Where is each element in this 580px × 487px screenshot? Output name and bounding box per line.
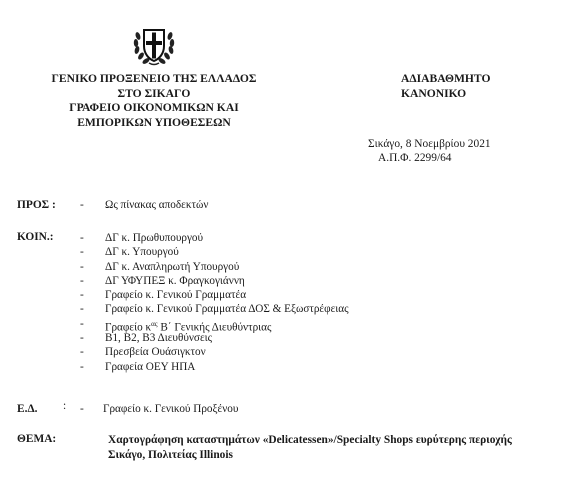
list-dash: - bbox=[80, 246, 84, 259]
classification-block bbox=[401, 72, 490, 101]
internal-label: Ε.Δ. bbox=[17, 403, 38, 415]
cc-label: ΚΟΙΝ.: bbox=[17, 231, 54, 243]
list-dash: - bbox=[80, 232, 84, 244]
sender-line: ΓΕΝΙΚΟ ΠΡΟΞΕΝΕΙΟ ΤΗΣ ΕΛΛΑΔΟΣ bbox=[51, 72, 257, 85]
list-item-text: ΔΓ ΥΦΥΠΕΞ κ. Φραγκογιάννη bbox=[105, 274, 245, 287]
sender-line: ΓΡΑΦΕΙΟ ΟΙΚΟΝΟΜΙΚΩΝ ΚΑΙ bbox=[69, 101, 239, 114]
list-dash: - bbox=[80, 303, 84, 316]
list-item-text-start: Γραφείο κ bbox=[105, 321, 152, 334]
superscript: ας bbox=[151, 319, 158, 328]
list-dash: - bbox=[80, 346, 84, 359]
list-item-text: Πρεσβεία Ουάσιγκτον bbox=[105, 346, 206, 359]
internal-value: Γραφείο κ. Γενικού Προξένου bbox=[103, 403, 239, 415]
greek-coat-of-arms-icon bbox=[131, 22, 177, 68]
list-dash: - bbox=[80, 289, 84, 302]
list-item-text: ΔΓ κ. Αναπληρωτή Υπουργού bbox=[105, 260, 240, 273]
sender-line: ΕΜΠΟΡΙΚΩΝ ΥΠΟΘΕΣΕΩΝ bbox=[77, 115, 231, 129]
internal-dash: - bbox=[80, 403, 84, 415]
list-dash: - bbox=[80, 317, 84, 330]
subject-label: ΘΕΜΑ: bbox=[17, 433, 57, 445]
subject-line: Χαρτογράφηση καταστημάτων «Delicatessen»/Specialty Shops ευρύτερης περιοχής bbox=[108, 434, 512, 446]
date-line: Σικάγο, 8 Νοεμβρίου 2021 bbox=[368, 138, 491, 150]
classification-label: ΑΔΙΑΒΑΘΜΗΤΟ bbox=[401, 72, 491, 85]
list-dash: - bbox=[80, 332, 84, 345]
to-dash: - bbox=[80, 199, 84, 211]
list-dash: - bbox=[80, 274, 84, 287]
list-item-text: ΔΓ κ. Πρωθυπουργού bbox=[105, 232, 204, 244]
subject-text bbox=[108, 433, 512, 462]
list-item-text: Γραφείο κ. Γενικού Γραμματέα bbox=[105, 289, 247, 302]
priority-label: ΚΑΝΟΝΙΚΟ bbox=[401, 86, 467, 100]
internal-colon: : bbox=[63, 400, 67, 412]
list-item-text: ΔΓ κ. Υπουργού bbox=[105, 246, 179, 259]
list-item-text: Γραφεία ΟΕΥ ΗΠΑ bbox=[105, 360, 196, 373]
subject-line: Σικάγο, Πολιτείας Illinois bbox=[108, 448, 233, 461]
reference-number: Α.Π.Φ. 2299/64 bbox=[378, 152, 452, 164]
list-dash: - bbox=[80, 360, 84, 373]
sender-line: ΣΤΟ ΣΙΚΑΓΟ bbox=[117, 86, 191, 100]
sender-block bbox=[20, 72, 288, 130]
list-dash: - bbox=[80, 260, 84, 273]
list-item-text: Γραφείο κ. Γενικού Γραμματέα ΔΟΣ & Εξωστρέφειας bbox=[105, 303, 349, 316]
to-value: Ως πίνακας αποδεκτών bbox=[105, 199, 209, 211]
list-item-text-end: Β΄ Γενικής Διευθύντριας bbox=[157, 321, 272, 334]
to-label: ΠΡΟΣ : bbox=[17, 199, 56, 211]
list-item-text: Β1, Β2, Β3 Διευθύνσεις bbox=[105, 332, 213, 345]
